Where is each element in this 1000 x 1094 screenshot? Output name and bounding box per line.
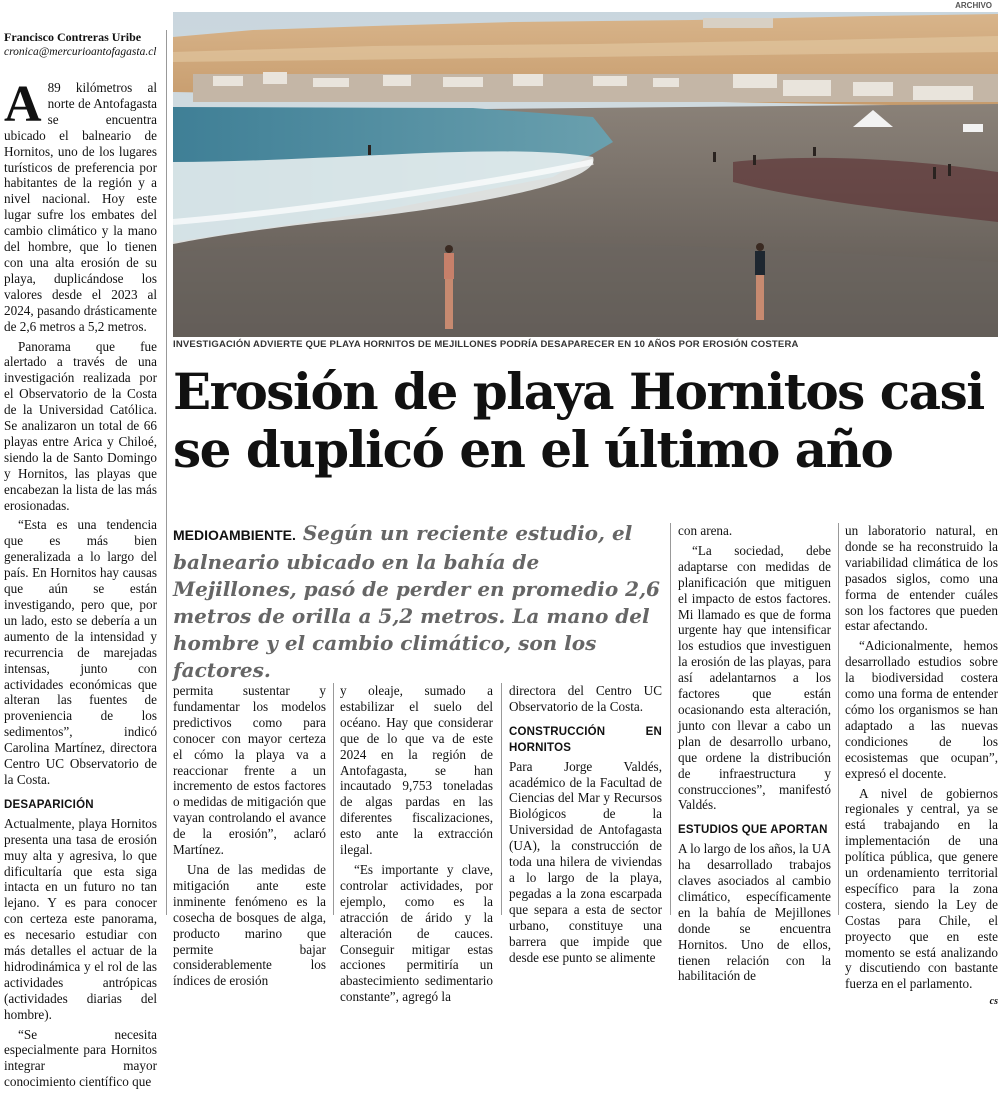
byline-author: Francisco Contreras Uribe — [4, 30, 142, 44]
paragraph: con arena. — [678, 523, 733, 538]
paragraph: y oleaje, sumado a estabilizar el suelo del océano. Hay que considerar que de lo que va de este 2024 en la región de Antofagasta, se han incautado 9,753 toneladas de algas pardas en las diferentes fiscalizaciones, esto ante la extracción ilegal. — [340, 683, 493, 858]
drop-cap: A — [4, 76, 42, 133]
paragraph: permita sustentar y fundamentar los modelos predictivos como para conocer con mayor certeza el cómo la playa va a reaccionar frente a un incremento de estos factores o medidas de mitigación que vayan controlando el avance de la erosión”, aclaró Martínez. — [173, 683, 326, 858]
column-rule — [501, 683, 502, 915]
photo-credit: ARCHIVO — [955, 1, 992, 10]
paragraph: “La sociedad, debe adaptarse con medidas de planificación que mitiguen el impacto de estos factores. Mi llamado es que de forma urgente hay que intensificar los estudios que investiguen la erosión de las playas, para así adelantarnos a los factores que están ocasionando esta alteración, junto con llevar a cabo un plan de desarrollo urbano, que ordene la distribución de infraestructura y construcciones”, manifestó Valdés. — [678, 542, 831, 813]
article-column-5 — [678, 523, 831, 988]
beach-photo-image — [173, 12, 998, 337]
article-column-2 — [173, 683, 326, 993]
paragraph: 89 kilómetros al norte de Antofagasta se encuentra ubicado el balneario de Hornitos, uno de los lugares turísticos de preferencia por habitantes de la región y a nivel nacional. Hoy este lugar sufre los embates del cambio climático y la mano del hombre, que lo tienen con una alta erosión de su playa, duplicándose los valores desde el 2023 al 2024, pasando drásticamente de 2,6 metros a 5,2 metros. — [4, 80, 157, 334]
paragraph: “Esta es una tendencia que es más bien generalizada a lo largo del país. En Hornitos hay causas que aún se están investigando, pero que, por un lado, esto se debería a un aumento de la intensidad y recurrencia de marejadas intensas, junto con actividades económicas que alteran las fuentes de proveniencia de los sedimentos”, indicó Carolina Martínez, directora Centro UC Observatorio de la Costa. — [4, 517, 157, 787]
lede-kicker: MEDIOAMBIENTE. — [173, 527, 296, 543]
article-column-3 — [340, 683, 493, 1009]
paragraph: Una de las medidas de mitigación ante este inminente fenómeno es la cosecha de bosques de alga, producto marino que permite bajar considerablemente los índices de erosión — [173, 861, 326, 989]
paragraph: Para Jorge Valdés, académico de la Facultad de Ciencias del Mar y Recursos Biológicos de la Universidad de Antofagasta (UA), la construcción de toda una hilera de viviendas a lo largo de la playa, pegadas a la zona escarpada que separa a esta de sector urbano, constituye una barrera que impide que desde ese punto se alimente — [509, 758, 662, 965]
paragraph: “Se necesita especialmente para Hornitos integrar mayor conocimiento científico que — [4, 1026, 157, 1090]
subhead-construccion: CONSTRUCCIÓN EN HORNITOS — [509, 725, 662, 754]
paragraph: un laboratorio natural, en donde se ha reconstruido la variabilidad climática de los pasados siglos, como una forma de entender cuáles son los factores que pueden estar afectando. — [845, 523, 998, 634]
column-rule — [670, 523, 671, 915]
beach-photo — [173, 1, 998, 337]
headline: Erosión de playa Hornitos casi se duplicó en el último año — [173, 362, 984, 479]
paragraph: Panorama que fue alertado a través de una investigación realizada por el Observatorio de la Costa de la Universidad Católica. Se analizaron un total de 66 playas entre Arica y Chiloé, siendo la de Santo Domingo y Hornitos, las playas que encabezan la lista de las más erosionadas. — [4, 338, 157, 513]
paragraph: A nivel de gobiernos regionales y central, ya se está trabajando en la implementación de una política pública, que genere un ordenamiento territorial específico para la zona costera, siendo la Ley de Costas para Chile, el proyecto que en este momento se está analizando y discutiendo con bastante fuerza en el parlamento. — [845, 785, 998, 992]
end-mark: cs — [989, 996, 998, 1008]
paragraph: “Adicionalmente, hemos desarrollado estudios sobre la biodiversidad costera como una forma de entender cómo los organismos se han adaptado a las nuevas condiciones de los ecosistemas que ocupan”, expresó el docente. — [845, 638, 998, 781]
article-column-4 — [509, 683, 662, 969]
lede-text: Según un reciente estudio, el balneario ubicado en la bahía de Mejillones, pasó de perder en promedio 2,6 metros de orilla a 5,2 metros. La mano del hombre y el cambio climático, son los factores. — [173, 521, 660, 682]
byline — [4, 30, 166, 60]
subhead-desaparicion: DESAPARICIÓN — [4, 798, 94, 811]
paragraph: A lo largo de los años, la UA ha desarrollado trabajos claves asociados al cambio climático, específicamente en la bahía de Mejillones donde se encuentra Hornitos. Uno de ellos, tienen relación con la habilitación de — [678, 841, 831, 984]
column-rule — [333, 683, 334, 915]
article-column-6 — [845, 523, 998, 1010]
paragraph: Actualmente, playa Hornitos presenta una tasa de erosión muy alta y agresiva, lo que dificultaría que esta siga intacta en un futuro no tan lejano. Y es para conocer con certeza este panorama, es necesario estudiar con más detalles el actuar de la hidrodinámica y el rol de las actividades antrópicas (actividades diarias del hombre). — [4, 815, 157, 1022]
lede — [173, 520, 663, 684]
paragraph: “Es importante y clave, controlar actividades, por ejemplo, como es la atracción de árido y la alteración de cauces. Conseguir mitigar estas acciones permitiría un abastecimiento sedimentario constante”, agregó la — [340, 861, 493, 1005]
column-rule — [838, 523, 839, 915]
paragraph: directora del Centro UC Observatorio de la Costa. — [509, 683, 662, 714]
column-rule — [166, 30, 167, 915]
article-column-1 — [4, 76, 157, 1094]
byline-email: cronica@mercurioantofagasta.cl — [4, 46, 157, 58]
subhead-estudios: ESTUDIOS QUE APORTAN — [678, 824, 828, 837]
photo-caption: INVESTIGACIÓN ADVIERTE QUE PLAYA HORNITOS DE MEJILLONES PODRÍA DESAPARECER EN 10 AÑOS POR EROSIÓN COSTERA — [173, 339, 799, 350]
